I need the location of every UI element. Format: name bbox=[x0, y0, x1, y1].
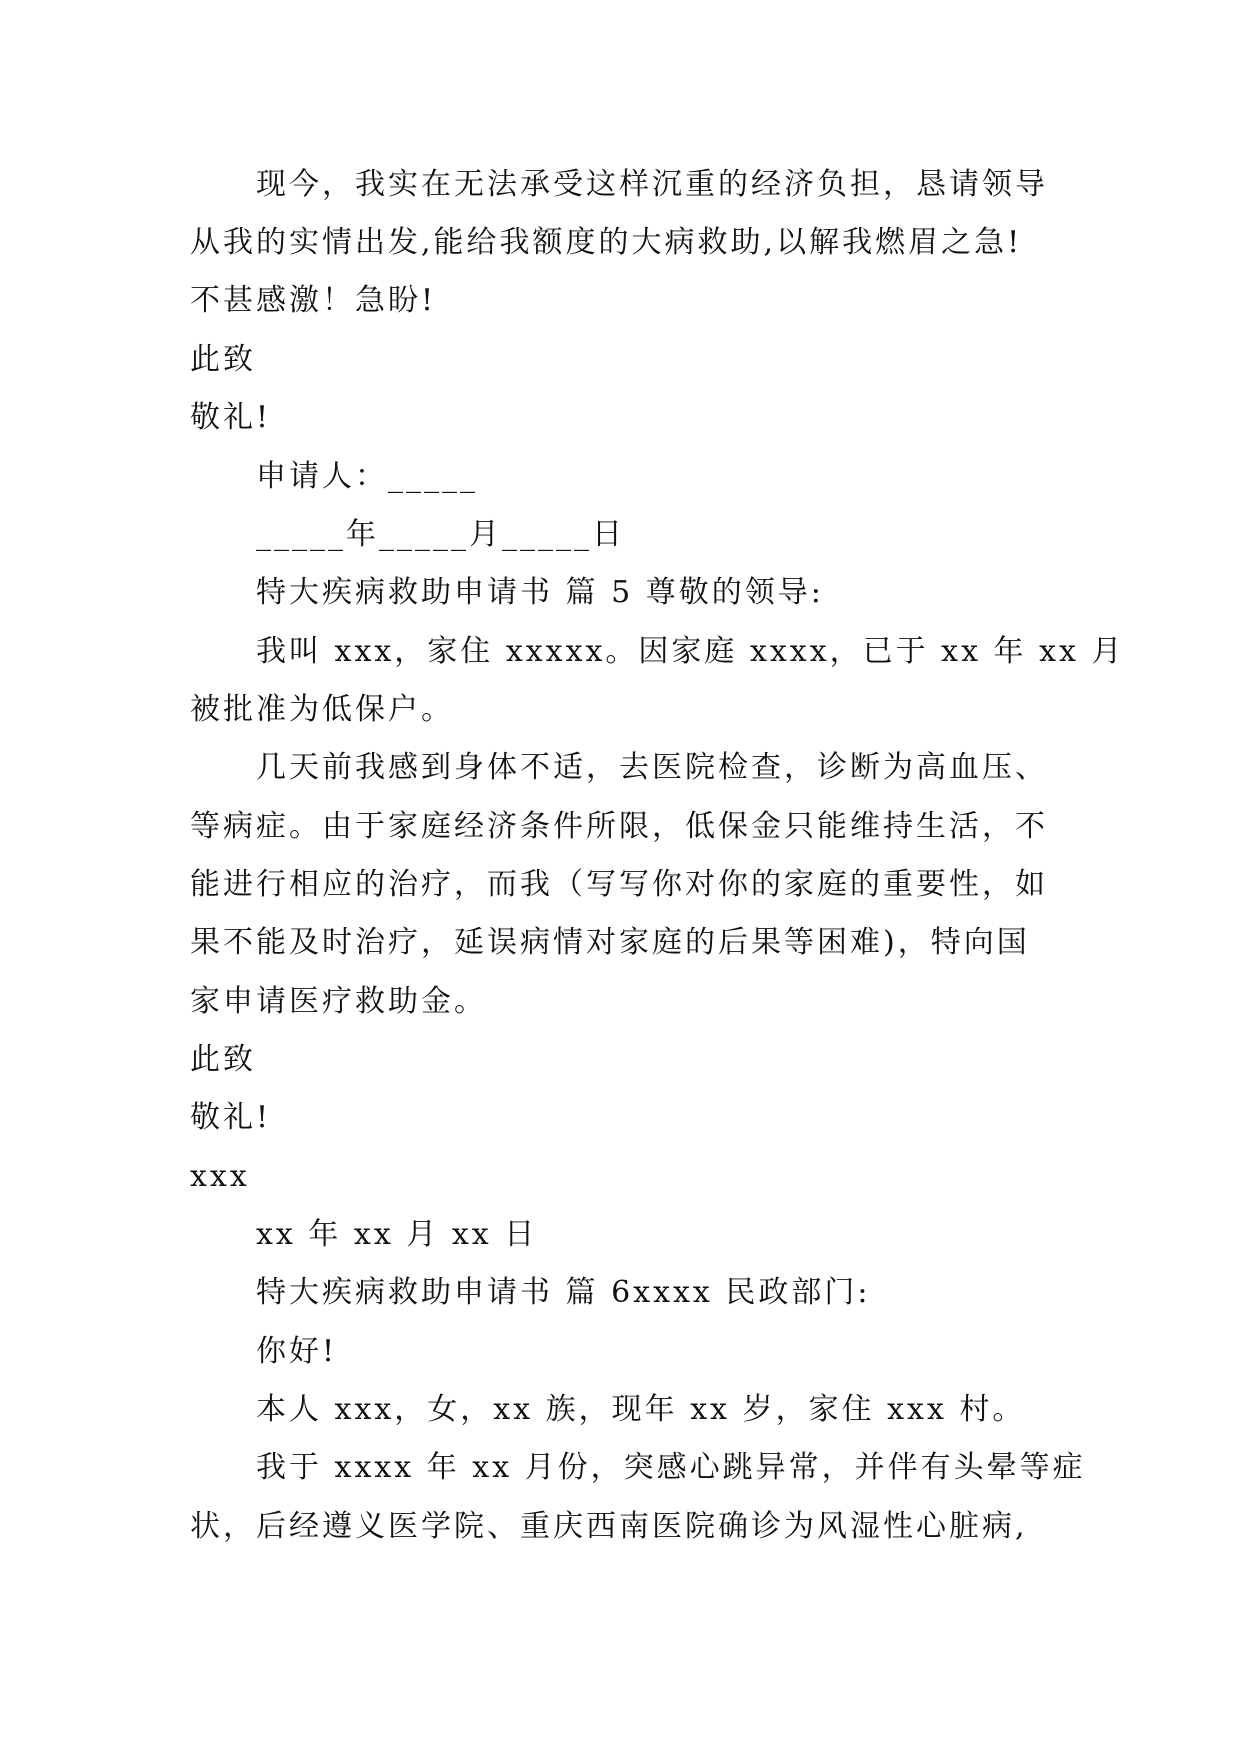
paragraph-line: 我于 xxxx 年 xx 月份，突感心跳异常，并伴有头晕等症 bbox=[256, 1450, 1086, 1485]
date-line: _____年_____月_____日 bbox=[256, 517, 625, 552]
section-heading: 特大疾病救助申请书 篇 6xxxx 民政部门: bbox=[256, 1275, 871, 1310]
closing-line: 敬礼! bbox=[190, 1100, 272, 1135]
paragraph-line: 从我的实情出发,能给我额度的大病救助,以解我燃眉之急! bbox=[190, 225, 1023, 260]
paragraph-line: 家申请医疗救助金。 bbox=[190, 984, 487, 1019]
paragraph-line: 本人 xxx，女，xx 族，现年 xx 岁，家住 xxx 村。 bbox=[256, 1392, 1026, 1427]
paragraph-line: 不甚感激！急盼! bbox=[190, 283, 437, 318]
paragraph-line: 能进行相应的治疗，而我（写写你对你的家庭的重要性，如 bbox=[190, 867, 1048, 902]
paragraph-line: 等病症。由于家庭经济条件所限，低保金只能维持生活，不 bbox=[190, 809, 1048, 844]
paragraph-line: 状，后经遵义医学院、重庆西南医院确诊为风湿性心脏病, bbox=[190, 1509, 1028, 1544]
paragraph-line: 现今，我实在无法承受这样沉重的经济负担，恳请领导 bbox=[256, 167, 1048, 202]
applicant-line: 申请人：_____ bbox=[256, 459, 478, 494]
closing-line: 敬礼! bbox=[190, 400, 272, 435]
signature-line: xxx bbox=[190, 1159, 250, 1194]
greeting-line: 你好! bbox=[256, 1334, 338, 1369]
section-heading: 特大疾病救助申请书 篇 5 尊敬的领导: bbox=[256, 575, 824, 610]
closing-line: 此致 bbox=[190, 342, 256, 377]
closing-line: 此致 bbox=[190, 1042, 256, 1077]
paragraph-line: 几天前我感到身体不适，去医院检查，诊断为高血压、 bbox=[256, 750, 1048, 785]
paragraph-line: 果不能及时治疗，延误病情对家庭的后果等困难)，特向国 bbox=[190, 925, 1030, 960]
paragraph-line: 被批准为低保户。 bbox=[190, 692, 454, 727]
date-line: xx 年 xx 月 xx 日 bbox=[256, 1217, 538, 1252]
paragraph-line: 我叫 xxx，家住 xxxxx。因家庭 xxxx，已于 xx 年 xx 月 bbox=[256, 634, 1125, 669]
